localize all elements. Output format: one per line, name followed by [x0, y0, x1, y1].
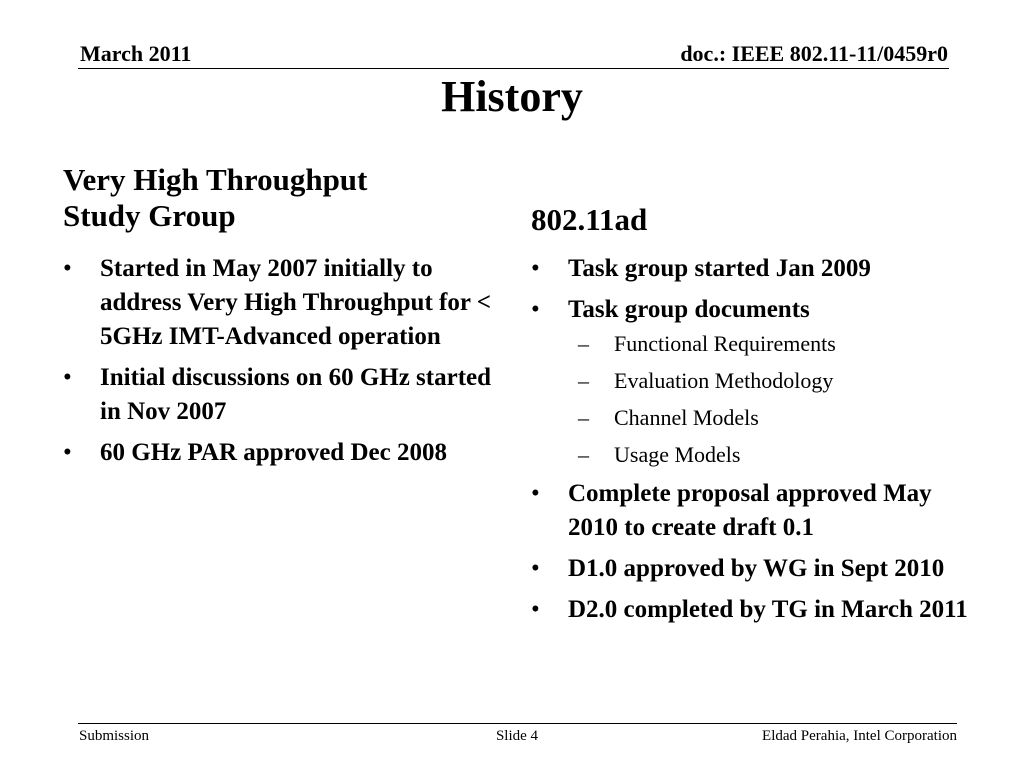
bullet-text: Complete proposal approved May 2010 to create draft 0.1: [568, 480, 932, 541]
bullet-marker: •: [531, 255, 540, 282]
sub-bullet-list: [531, 329, 971, 469]
right-column-heading: 802.11ad: [531, 202, 648, 237]
slide-title: History: [441, 72, 583, 121]
bullet-marker: •: [531, 596, 540, 623]
list-item: [63, 436, 493, 470]
dash-marker: –: [578, 442, 589, 467]
bullet-marker: •: [63, 255, 72, 282]
bullet-marker: •: [531, 555, 540, 582]
sub-list-item: [531, 403, 971, 432]
header-divider: [78, 68, 949, 69]
list-item: [531, 593, 971, 627]
left-heading-line-1: Very High Throughput: [63, 162, 368, 197]
list-item: [531, 252, 971, 286]
dash-marker: –: [578, 405, 589, 430]
bullet-marker: •: [63, 364, 72, 391]
bullet-text: Task group started Jan 2009: [568, 255, 871, 282]
bullet-text: D1.0 approved by WG in Sept 2010: [568, 555, 945, 582]
right-bullet-list: [531, 252, 971, 634]
footer-author: Eldad Perahia, Intel Corporation: [762, 728, 957, 744]
footer-submission: Submission: [79, 728, 150, 744]
dash-marker: –: [578, 331, 589, 356]
list-item: [63, 252, 493, 354]
sub-bullet-text: Evaluation Methodology: [614, 368, 834, 393]
left-bullet-list: [63, 252, 493, 477]
bullet-marker: •: [531, 480, 540, 507]
bullet-text: Task group documents: [568, 296, 810, 323]
left-column-heading: [63, 162, 483, 234]
header-doc-id: doc.: IEEE 802.11-11/0459r0: [680, 41, 948, 66]
list-item: [531, 293, 971, 469]
list-item: [63, 361, 493, 429]
sub-list-item: [531, 440, 971, 469]
sub-list-item: [531, 366, 971, 395]
dash-marker: –: [578, 368, 589, 393]
sub-bullet-text: Functional Requirements: [614, 331, 836, 356]
sub-bullet-text: Channel Models: [614, 405, 759, 430]
bullet-text: D2.0 completed by TG in March 2011: [568, 596, 968, 623]
sub-list-item: [531, 329, 971, 358]
bullet-text: Initial discussions on 60 GHz started in Nov 2007: [100, 364, 492, 425]
bullet-marker: •: [63, 439, 72, 466]
header-date: March 2011: [80, 41, 192, 66]
bullet-text: 60 GHz PAR approved Dec 2008: [100, 439, 447, 466]
footer-slide-number: Slide 4: [495, 728, 539, 744]
sub-bullet-text: Usage Models: [614, 442, 741, 467]
list-item: [531, 552, 971, 586]
bullet-text: Started in May 2007 initially to address Very High Throughput for < 5GHz IMT-Advanced operation: [100, 255, 491, 350]
list-item: [531, 477, 971, 545]
bullet-marker: •: [531, 296, 540, 323]
footer-divider: [78, 723, 957, 724]
left-heading-line-2: Study Group: [63, 198, 236, 233]
